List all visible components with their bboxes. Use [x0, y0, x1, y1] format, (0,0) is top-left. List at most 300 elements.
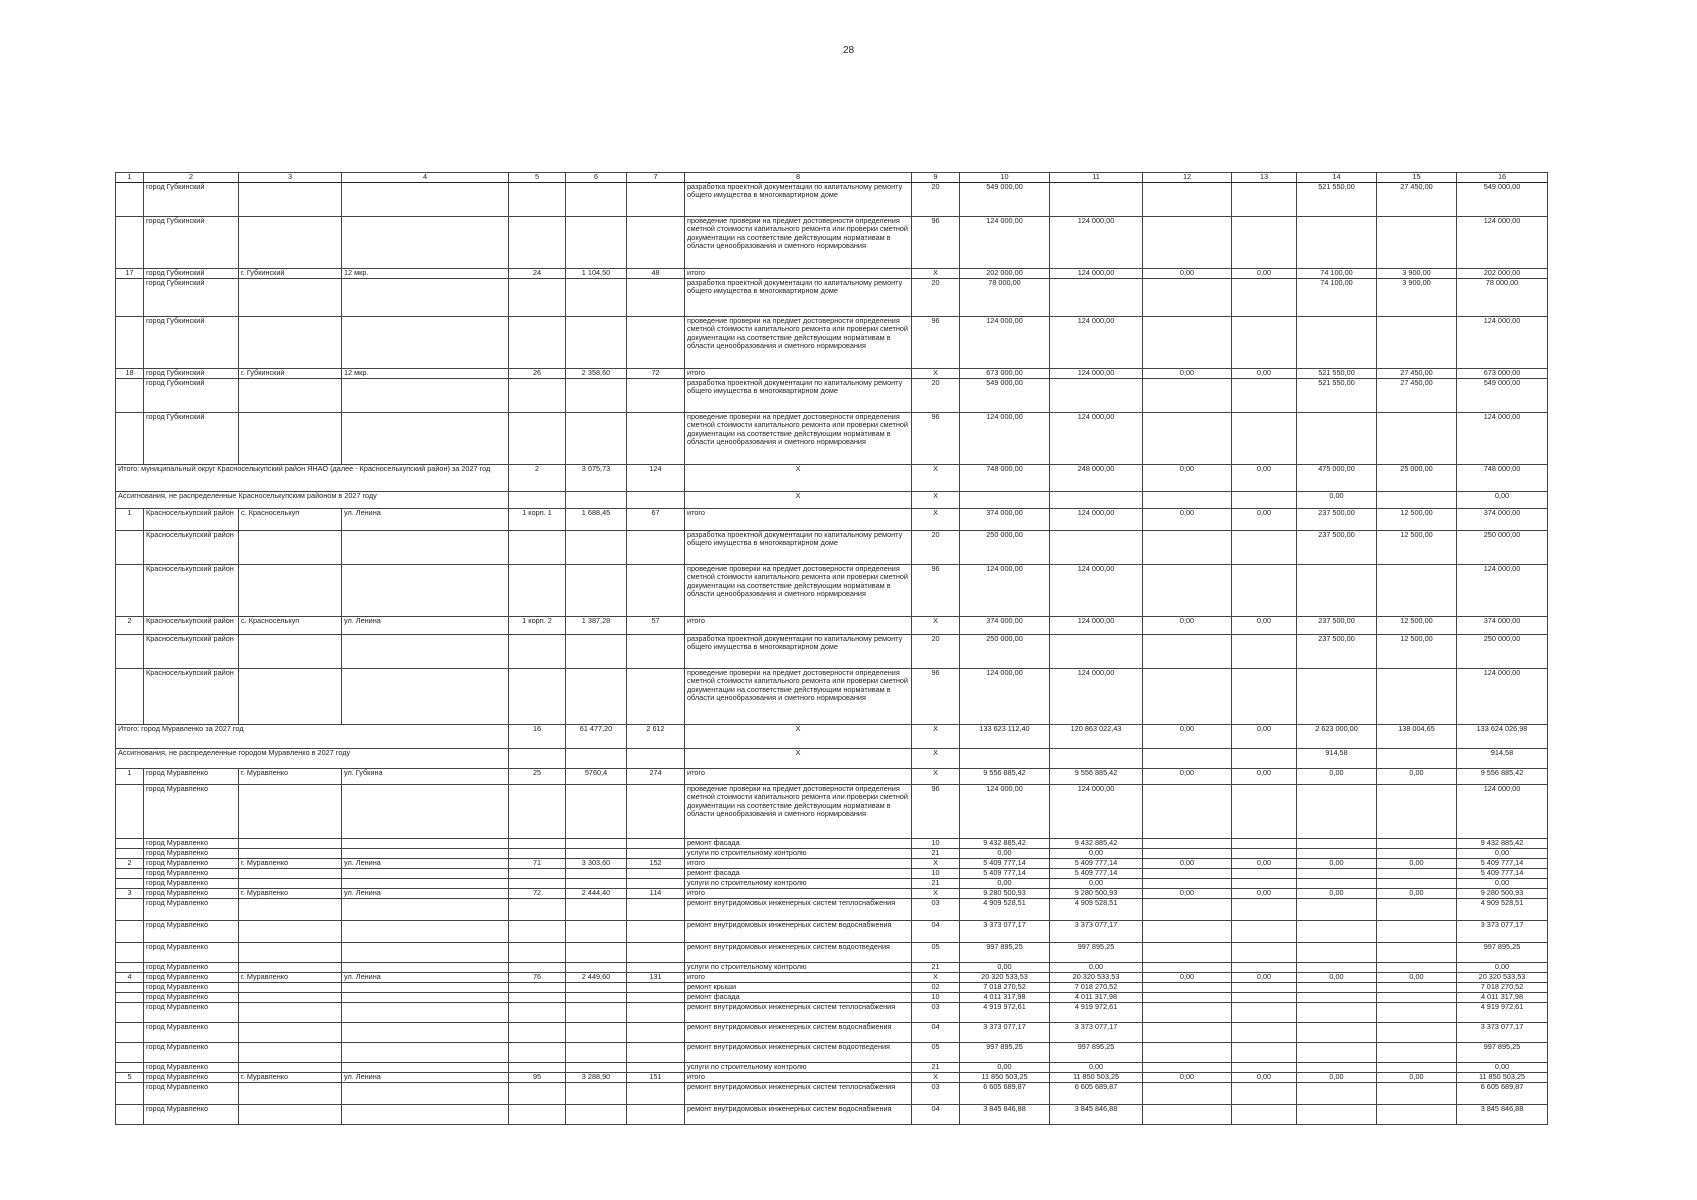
table-cell-col-4: ул. Ленина	[342, 972, 509, 982]
table-cell-col-16: 124 000,00	[1457, 412, 1548, 464]
column-header-6: 6	[566, 173, 627, 183]
table-cell-col-6: 2 358,60	[566, 368, 627, 378]
table-cell-col-7	[627, 378, 685, 412]
total-cell-col-14: 914,58	[1297, 748, 1377, 768]
table-cell-col-3: г. Муравленко	[239, 858, 342, 868]
total-cell-col-11	[1050, 491, 1143, 508]
table-row	[116, 412, 1548, 464]
table-cell-col-15: 27 450,00	[1377, 378, 1457, 412]
table-cell-col-16: 250 000,00	[1457, 530, 1548, 564]
table-cell-col-9: X	[912, 768, 960, 784]
total-label: Итого: город Муравленко за 2027 год	[116, 724, 509, 748]
total-cell-col-12: 0,00	[1143, 464, 1232, 491]
table-cell-col-11: 0,00	[1050, 962, 1143, 972]
table-cell-col-7: 151	[627, 1072, 685, 1082]
table-cell-col-11: 3 373 077,17	[1050, 920, 1143, 942]
total-cell-col-6	[566, 748, 627, 768]
table-row	[116, 1062, 1548, 1072]
total-cell-col-10: 748 000,00	[960, 464, 1050, 491]
table-cell-col-6: 1 104,50	[566, 268, 627, 278]
table-cell-col-16: 0,00	[1457, 848, 1548, 858]
column-number-header-row	[116, 173, 1548, 183]
table-cell-col-11: 9 280 500,93	[1050, 888, 1143, 898]
table-cell-col-10: 3 373 077,17	[960, 920, 1050, 942]
table-row	[116, 530, 1548, 564]
table-cell-col-4	[342, 878, 509, 888]
table-cell-col-10: 4 909 528,51	[960, 898, 1050, 920]
table-cell-col-14: 0,00	[1297, 1072, 1377, 1082]
table-cell-col-2: город Муравленко	[144, 942, 239, 962]
table-cell-col-5	[509, 1042, 566, 1062]
table-cell-col-8: услуги по строительному контролю	[685, 962, 912, 972]
table-cell-col-9: X	[912, 858, 960, 868]
table-cell-col-10: 0,00	[960, 878, 1050, 888]
table-cell-col-13	[1232, 838, 1297, 848]
total-cell-col-10	[960, 748, 1050, 768]
table-cell-col-10: 673 000,00	[960, 368, 1050, 378]
table-cell-col-7	[627, 1002, 685, 1022]
table-cell-col-13: 0,00	[1232, 768, 1297, 784]
table-cell-col-16: 4 011 317,98	[1457, 992, 1548, 1002]
table-cell-col-2: город Губкинский	[144, 268, 239, 278]
total-cell-col-5	[509, 491, 566, 508]
table-cell-col-5	[509, 868, 566, 878]
table-cell-col-7	[627, 316, 685, 368]
table-cell-col-12: 0,00	[1143, 768, 1232, 784]
table-cell-col-16: 0,00	[1457, 962, 1548, 972]
table-cell-col-2: город Муравленко	[144, 878, 239, 888]
table-cell-col-16: 3 373 077,17	[1457, 1022, 1548, 1042]
table-cell-col-6	[566, 1062, 627, 1072]
table-cell-col-16: 4 909 528,51	[1457, 898, 1548, 920]
total-row	[116, 748, 1548, 768]
table-cell-col-4	[342, 784, 509, 838]
table-cell-col-4: ул. Губкина	[342, 768, 509, 784]
table-cell-col-10: 9 556 885,42	[960, 768, 1050, 784]
total-cell-col-16: 0,00	[1457, 491, 1548, 508]
table-cell-col-2: город Муравленко	[144, 962, 239, 972]
table-cell-col-1: 17	[116, 268, 144, 278]
table-cell-col-6	[566, 1104, 627, 1124]
table-cell-col-2: город Муравленко	[144, 858, 239, 868]
table-cell-col-5: 72	[509, 888, 566, 898]
total-cell-col-16: 748 000,00	[1457, 464, 1548, 491]
table-cell-col-1	[116, 784, 144, 838]
table-cell-col-12	[1143, 784, 1232, 838]
table-cell-col-9: 03	[912, 1082, 960, 1104]
table-cell-col-2: город Муравленко	[144, 1082, 239, 1104]
table-cell-col-11: 997 895,25	[1050, 1042, 1143, 1062]
table-row	[116, 668, 1548, 724]
table-cell-col-7	[627, 182, 685, 216]
table-cell-col-4: 12 мкр.	[342, 368, 509, 378]
table-cell-col-15	[1377, 848, 1457, 858]
table-cell-col-8: итого	[685, 268, 912, 278]
table-cell-col-6	[566, 982, 627, 992]
table-cell-col-3	[239, 668, 342, 724]
table-cell-col-7	[627, 216, 685, 268]
table-cell-col-3	[239, 920, 342, 942]
total-cell-col-7: 2 612	[627, 724, 685, 748]
table-cell-col-14	[1297, 992, 1377, 1002]
table-cell-col-2: город Губкинский	[144, 368, 239, 378]
table-cell-col-16: 673 000,00	[1457, 368, 1548, 378]
table-cell-col-14	[1297, 898, 1377, 920]
total-label: Ассигнования, не распределенные Красноселькупским районом в 2027 году	[116, 491, 509, 508]
table-cell-col-10: 4 919 972,61	[960, 1002, 1050, 1022]
table-cell-col-14	[1297, 1042, 1377, 1062]
table-cell-col-1	[116, 1062, 144, 1072]
table-cell-col-3	[239, 1082, 342, 1104]
table-cell-col-9: 21	[912, 1062, 960, 1072]
table-cell-col-11: 124 000,00	[1050, 564, 1143, 616]
table-cell-col-5	[509, 668, 566, 724]
table-cell-col-12	[1143, 316, 1232, 368]
table-cell-col-15	[1377, 898, 1457, 920]
table-cell-col-13	[1232, 848, 1297, 858]
table-cell-col-11: 5 409 777,14	[1050, 858, 1143, 868]
table-cell-col-6	[566, 530, 627, 564]
table-cell-col-4: ул. Ленина	[342, 1072, 509, 1082]
table-row	[116, 878, 1548, 888]
table-cell-col-5	[509, 920, 566, 942]
table-cell-col-16: 997 895,25	[1457, 942, 1548, 962]
table-row	[116, 508, 1548, 530]
table-cell-col-2: город Муравленко	[144, 868, 239, 878]
table-cell-col-3	[239, 1042, 342, 1062]
table-cell-col-4: ул. Ленина	[342, 508, 509, 530]
table-cell-col-8: ремонт внутридомовых инженерных систем водоснабжения	[685, 1104, 912, 1124]
table-cell-col-16: 0,00	[1457, 1062, 1548, 1072]
table-cell-col-16: 5 409 777,14	[1457, 868, 1548, 878]
table-cell-col-2: город Муравленко	[144, 920, 239, 942]
table-cell-col-12	[1143, 1002, 1232, 1022]
column-header-1: 1	[116, 173, 144, 183]
table-cell-col-12: 0,00	[1143, 268, 1232, 278]
table-cell-col-2: город Муравленко	[144, 784, 239, 838]
table-cell-col-12	[1143, 634, 1232, 668]
total-cell-col-8: X	[685, 491, 912, 508]
table-cell-col-16: 124 000,00	[1457, 216, 1548, 268]
table-row	[116, 634, 1548, 668]
table-cell-col-11: 124 000,00	[1050, 616, 1143, 634]
table-cell-col-5: 1 корп. 1	[509, 508, 566, 530]
table-cell-col-15	[1377, 878, 1457, 888]
table-cell-col-7	[627, 564, 685, 616]
total-cell-col-6	[566, 491, 627, 508]
table-cell-col-4	[342, 920, 509, 942]
table-cell-col-6	[566, 878, 627, 888]
table-cell-col-14: 237 500,00	[1297, 530, 1377, 564]
table-cell-col-9: X	[912, 368, 960, 378]
table-cell-col-12	[1143, 378, 1232, 412]
table-cell-col-9: 03	[912, 898, 960, 920]
table-cell-col-1	[116, 878, 144, 888]
table-cell-col-12	[1143, 868, 1232, 878]
table-cell-col-10: 250 000,00	[960, 530, 1050, 564]
table-cell-col-12	[1143, 1104, 1232, 1124]
table-cell-col-9: 96	[912, 412, 960, 464]
table-cell-col-11: 20 320 533,53	[1050, 972, 1143, 982]
table-cell-col-8: итого	[685, 888, 912, 898]
table-cell-col-8: ремонт фасада	[685, 992, 912, 1002]
table-cell-col-11	[1050, 278, 1143, 316]
table-cell-col-6: 2 449,60	[566, 972, 627, 982]
table-cell-col-3: г. Муравленко	[239, 768, 342, 784]
table-cell-col-1	[116, 182, 144, 216]
table-cell-col-9: 20	[912, 182, 960, 216]
table-cell-col-13	[1232, 1062, 1297, 1072]
table-cell-col-13	[1232, 982, 1297, 992]
table-cell-col-4	[342, 634, 509, 668]
total-cell-col-7: 124	[627, 464, 685, 491]
table-cell-col-7	[627, 634, 685, 668]
table-cell-col-11: 0,00	[1050, 848, 1143, 858]
total-cell-col-7	[627, 748, 685, 768]
table-cell-col-15: 0,00	[1377, 1072, 1457, 1082]
table-cell-col-6	[566, 1022, 627, 1042]
total-row	[116, 724, 1548, 748]
table-cell-col-7	[627, 992, 685, 1002]
total-cell-col-12	[1143, 491, 1232, 508]
table-cell-col-1: 1	[116, 768, 144, 784]
table-cell-col-3	[239, 634, 342, 668]
table-cell-col-15	[1377, 962, 1457, 972]
table-cell-col-15	[1377, 982, 1457, 992]
table-cell-col-14: 521 550,00	[1297, 378, 1377, 412]
page-number: 28	[842, 45, 855, 56]
table-cell-col-1	[116, 316, 144, 368]
table-row	[116, 1042, 1548, 1062]
table-cell-col-15	[1377, 668, 1457, 724]
table-cell-col-9: 02	[912, 982, 960, 992]
capital-repair-table-container	[115, 172, 1547, 1125]
table-cell-col-16: 997 895,25	[1457, 1042, 1548, 1062]
total-cell-col-8: X	[685, 464, 912, 491]
total-cell-col-10: 133 623 112,40	[960, 724, 1050, 748]
table-row	[116, 848, 1548, 858]
table-cell-col-16: 3 373 077,17	[1457, 920, 1548, 942]
table-cell-col-3: г. Муравленко	[239, 972, 342, 982]
table-cell-col-15: 12 500,00	[1377, 616, 1457, 634]
table-cell-col-14	[1297, 1062, 1377, 1072]
table-cell-col-13	[1232, 784, 1297, 838]
table-cell-col-11: 0,00	[1050, 878, 1143, 888]
table-cell-col-4	[342, 992, 509, 1002]
table-cell-col-4	[342, 1082, 509, 1104]
table-cell-col-10: 4 011 317,98	[960, 992, 1050, 1002]
table-cell-col-2: Красноселькупский район	[144, 634, 239, 668]
table-cell-col-7	[627, 942, 685, 962]
total-cell-col-12: 0,00	[1143, 724, 1232, 748]
table-cell-col-9: 96	[912, 668, 960, 724]
table-cell-col-1: 3	[116, 888, 144, 898]
table-cell-col-6: 3 303,60	[566, 858, 627, 868]
table-cell-col-12	[1143, 564, 1232, 616]
table-cell-col-1: 5	[116, 1072, 144, 1082]
table-cell-col-1: 2	[116, 616, 144, 634]
table-cell-col-9: X	[912, 616, 960, 634]
table-cell-col-5	[509, 378, 566, 412]
table-cell-col-1: 1	[116, 508, 144, 530]
table-cell-col-8: услуги по строительному контролю	[685, 848, 912, 858]
table-cell-col-12	[1143, 530, 1232, 564]
total-cell-col-14: 0,00	[1297, 491, 1377, 508]
table-row	[116, 182, 1548, 216]
table-cell-col-6	[566, 838, 627, 848]
table-cell-col-9: 10	[912, 868, 960, 878]
table-row	[116, 616, 1548, 634]
table-cell-col-6: 1 688,45	[566, 508, 627, 530]
table-cell-col-14	[1297, 668, 1377, 724]
total-cell-col-11: 120 863 022,43	[1050, 724, 1143, 748]
table-cell-col-2: город Муравленко	[144, 838, 239, 848]
table-row	[116, 768, 1548, 784]
table-cell-col-2: город Муравленко	[144, 1104, 239, 1124]
table-cell-col-4: ул. Ленина	[342, 888, 509, 898]
table-cell-col-11: 4 011 317,98	[1050, 992, 1143, 1002]
table-cell-col-11: 6 605 689,87	[1050, 1082, 1143, 1104]
table-cell-col-3	[239, 412, 342, 464]
table-cell-col-3	[239, 1104, 342, 1124]
table-row	[116, 888, 1548, 898]
table-cell-col-7	[627, 1062, 685, 1072]
total-cell-col-13: 0,00	[1232, 464, 1297, 491]
table-cell-col-13	[1232, 182, 1297, 216]
table-cell-col-11: 124 000,00	[1050, 268, 1143, 278]
table-cell-col-3	[239, 848, 342, 858]
table-cell-col-7	[627, 962, 685, 972]
total-cell-col-9: X	[912, 724, 960, 748]
table-cell-col-10: 124 000,00	[960, 784, 1050, 838]
table-cell-col-16: 549 000,00	[1457, 182, 1548, 216]
table-cell-col-8: итого	[685, 368, 912, 378]
table-cell-col-4	[342, 942, 509, 962]
table-cell-col-5: 76	[509, 972, 566, 982]
table-cell-col-7	[627, 278, 685, 316]
table-cell-col-16: 124 000,00	[1457, 668, 1548, 724]
table-cell-col-15: 0,00	[1377, 972, 1457, 982]
table-cell-col-7	[627, 412, 685, 464]
table-cell-col-16: 6 605 689,87	[1457, 1082, 1548, 1104]
table-cell-col-8: итого	[685, 508, 912, 530]
capital-repair-table	[115, 172, 1548, 1125]
table-row	[116, 1082, 1548, 1104]
table-cell-col-9: 20	[912, 278, 960, 316]
table-cell-col-9: 21	[912, 878, 960, 888]
table-cell-col-1	[116, 838, 144, 848]
total-label: Итого: муниципальный округ Красноселькупский район ЯНАО (далее - Красноселькупский район) за 2027 год	[116, 464, 509, 491]
table-cell-col-6: 2 444,40	[566, 888, 627, 898]
table-cell-col-3	[239, 878, 342, 888]
table-cell-col-4	[342, 412, 509, 464]
table-cell-col-4	[342, 216, 509, 268]
table-cell-col-7	[627, 530, 685, 564]
table-cell-col-10: 374 000,00	[960, 616, 1050, 634]
table-cell-col-12	[1143, 668, 1232, 724]
table-cell-col-10: 0,00	[960, 962, 1050, 972]
table-cell-col-1	[116, 982, 144, 992]
table-cell-col-3: г. Губкинский	[239, 268, 342, 278]
table-cell-col-1	[116, 942, 144, 962]
column-header-5: 5	[509, 173, 566, 183]
table-cell-col-14	[1297, 1104, 1377, 1124]
table-cell-col-9: X	[912, 508, 960, 530]
total-cell-col-8: X	[685, 748, 912, 768]
table-cell-col-4	[342, 1042, 509, 1062]
column-header-16: 16	[1457, 173, 1548, 183]
table-cell-col-13: 0,00	[1232, 268, 1297, 278]
total-cell-col-10	[960, 491, 1050, 508]
table-cell-col-10: 9 280 500,93	[960, 888, 1050, 898]
table-cell-col-15	[1377, 316, 1457, 368]
total-cell-col-7	[627, 491, 685, 508]
table-cell-col-3	[239, 838, 342, 848]
total-cell-col-11	[1050, 748, 1143, 768]
table-cell-col-5	[509, 992, 566, 1002]
table-cell-col-14	[1297, 920, 1377, 942]
total-cell-col-9: X	[912, 748, 960, 768]
column-header-2: 2	[144, 173, 239, 183]
table-cell-col-9: 96	[912, 316, 960, 368]
table-cell-col-13	[1232, 216, 1297, 268]
table-cell-col-14: 0,00	[1297, 972, 1377, 982]
table-cell-col-8: разработка проектной документации по капитальному ремонту общего имущества в многоквартирном доме	[685, 278, 912, 316]
table-cell-col-15	[1377, 1062, 1457, 1072]
table-cell-col-2: город Муравленко	[144, 1042, 239, 1062]
table-cell-col-4	[342, 564, 509, 616]
table-cell-col-2: город Муравленко	[144, 1002, 239, 1022]
table-cell-col-10: 11 850 503,25	[960, 1072, 1050, 1082]
table-cell-col-1	[116, 530, 144, 564]
table-cell-col-12: 0,00	[1143, 508, 1232, 530]
table-cell-col-16: 11 850 503,25	[1457, 1072, 1548, 1082]
table-cell-col-7	[627, 668, 685, 724]
table-cell-col-13	[1232, 668, 1297, 724]
table-cell-col-5	[509, 1104, 566, 1124]
total-cell-col-5: 2	[509, 464, 566, 491]
table-cell-col-8: проведение проверки на предмет достоверности определения сметной стоимости капитального ремонта или проверки сметной документации на соответствие действующим нормативам в области ценообразования и сметного нормирования	[685, 316, 912, 368]
table-cell-col-12	[1143, 920, 1232, 942]
table-row	[116, 992, 1548, 1002]
table-cell-col-10: 124 000,00	[960, 668, 1050, 724]
table-cell-col-11: 0,00	[1050, 1062, 1143, 1072]
table-cell-col-4	[342, 1022, 509, 1042]
table-cell-col-8: ремонт внутридомовых инженерных систем водоотведения	[685, 1042, 912, 1062]
table-cell-col-16: 3 845 846,88	[1457, 1104, 1548, 1124]
table-cell-col-5	[509, 962, 566, 972]
table-cell-col-6	[566, 182, 627, 216]
table-cell-col-6	[566, 412, 627, 464]
table-cell-col-8: итого	[685, 1072, 912, 1082]
table-cell-col-12: 0,00	[1143, 616, 1232, 634]
table-cell-col-12	[1143, 1042, 1232, 1062]
table-row	[116, 268, 1548, 278]
table-cell-col-5	[509, 784, 566, 838]
table-cell-col-16: 9 556 885,42	[1457, 768, 1548, 784]
table-cell-col-7: 67	[627, 508, 685, 530]
table-cell-col-10: 997 895,25	[960, 1042, 1050, 1062]
table-cell-col-16: 20 320 533,53	[1457, 972, 1548, 982]
table-cell-col-16: 9 432 885,42	[1457, 838, 1548, 848]
table-cell-col-8: итого	[685, 768, 912, 784]
table-cell-col-15: 0,00	[1377, 858, 1457, 868]
table-cell-col-12	[1143, 942, 1232, 962]
table-cell-col-8: ремонт крыши	[685, 982, 912, 992]
table-cell-col-4	[342, 378, 509, 412]
table-row	[116, 316, 1548, 368]
table-cell-col-5	[509, 634, 566, 668]
